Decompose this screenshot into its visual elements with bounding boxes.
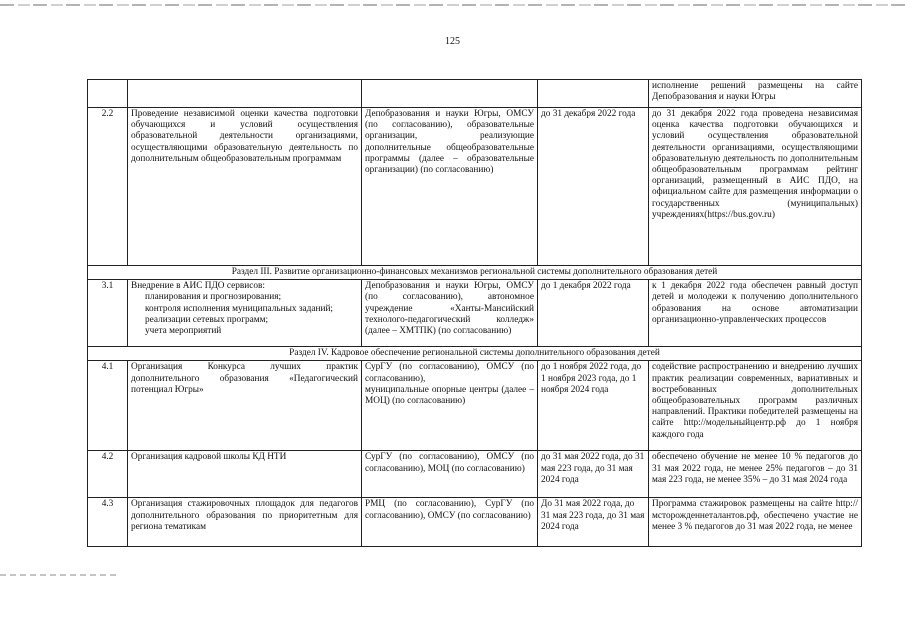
scan-edge-artifact — [0, 574, 120, 576]
cell-result: до 31 декабря 2022 года проведена независимая оценка качества подготовки обучающихся и условий осуществления образовательной деятельности организациями, осуществляющими образовательную деятельность по дополнительным общеобразовательным программам рейтинг организаций, размещенный в АИС ПДО, на официальном сайте для размещения информации о государственных (муниципальных) учреждениях(https://bus.gov.ru) — [649, 108, 862, 266]
action-item: планирования и прогнозирования; — [145, 292, 282, 303]
section-heading: Раздел IV. Кадровое обеспечение региональной системы дополнительного образования детей — [88, 347, 862, 361]
cell-action: Организация стажировочных площадок для педагогов дополнительного образования по приоритетным для региона тематикам — [128, 498, 362, 547]
cell-deadline: до 1 декабря 2022 года — [538, 280, 649, 347]
cell-executor — [362, 80, 538, 108]
cell-num: 4.3 — [88, 498, 128, 547]
action-title: Внедрение в АИС ПДО сервисов: — [131, 281, 265, 292]
cell-executor: СурГУ (по согласованию), ОМСУ (по согласованию), МОЦ (по согласованию) — [362, 451, 538, 498]
table-row — [88, 451, 862, 498]
cell-result: обеспечено обучение не менее 10 % педагогов до 31 мая 2022 года, не менее 25% педагогов – до 31 мая 223 года, не менее 35% – до 31 мая 2024 года — [649, 451, 862, 498]
table-row — [88, 280, 862, 347]
section-row — [88, 347, 862, 361]
section-heading: Раздел III. Развитие организационно-финансовых механизмов региональной системы дополнительного образования детей — [88, 266, 862, 280]
cell-num — [88, 80, 128, 108]
cell-result: Программа стажировок размещены на сайте http://мсторожденнеталантов.рф, обеспечено участие не менее 3 % педагогов до 31 мая 2022 года, не менее — [649, 498, 862, 547]
cell-num: 4.1 — [88, 361, 128, 451]
cell-deadline: до 31 декабря 2022 года — [538, 108, 649, 266]
cell-action — [128, 80, 362, 108]
cell-result: исполнение решений размещены на сайте Депобразования и науки Югры — [649, 80, 862, 108]
section-row — [88, 266, 862, 280]
cell-result: содействие распространению и внедрению лучших практик реализации современных, вариативных и востребованных дополнительных общеобразовательных программ различных направлений. Практики победителей размещены на сайте http://модельныйцентр.рф до 1 ноября каждого года — [649, 361, 862, 451]
cell-num: 2.2 — [88, 108, 128, 266]
table-row — [88, 361, 862, 451]
plan-table — [87, 79, 862, 547]
table-row — [88, 108, 862, 266]
cell-action: Организация Конкурса лучших практик дополнительного образования «Педагогический потенциал Югры» — [128, 361, 362, 451]
table-row — [88, 498, 862, 547]
cell-deadline — [538, 80, 649, 108]
cell-num: 3.1 — [88, 280, 128, 347]
cell-num: 4.2 — [88, 451, 128, 498]
cell-deadline: До 31 мая 2022 года, до 31 мая 223 года, до 31 мая 2024 года — [538, 498, 649, 547]
scan-edge-artifact — [0, 4, 905, 6]
cell-executor: РМЦ (по согласованию), СурГУ (по согласованию), ОМСУ (по согласованию) — [362, 498, 538, 547]
page-number: 125 — [445, 36, 460, 47]
cell-executor: Депобразования и науки Югры, ОМСУ (по согласованию), автономное учреждение «Ханты-Мансийский технолого-педагогический колледж» (далее – ХМТПК) (по согласованию) — [362, 280, 538, 347]
cell-result: к 1 декабря 2022 года обеспечен равный доступ детей и молодежи к получению дополнительного образования на основе автоматизации организационно-управленческих процессов — [649, 280, 862, 347]
action-item: учета мероприятий — [145, 326, 222, 337]
cell-executor — [362, 361, 538, 451]
cell-action: Организация кадровой школы КД НТИ — [128, 451, 362, 498]
cell-action — [128, 280, 362, 347]
table-row — [88, 80, 862, 108]
cell-action: Проведение независимой оценки качества подготовки обучающихся и условий осуществления образовательной деятельности организациями, осуществляющими образовательную деятельность по дополнительным общеобразовательным программам — [128, 108, 362, 266]
cell-deadline: до 31 мая 2022 года, до 31 мая 223 года, до 31 мая 2024 года — [538, 451, 649, 498]
action-item: контроля исполнения муниципальных заданий; — [145, 303, 334, 314]
cell-deadline: до 1 ноября 2022 года, до 1 ноября 2023 года, до 1 ноября 2024 года — [538, 361, 649, 451]
executor-line: муниципальные опорные центры (далее – МОЦ) (по согласованию) — [365, 384, 534, 407]
action-item: реализации сетевых программ; — [145, 314, 269, 325]
executor-line: СурГУ (по согласованию), ОМСУ (по согласованию), — [365, 362, 534, 384]
cell-executor: Депобразования и науки Югры, ОМСУ (по согласованию), образовательные организации, реализующие дополнительные общеобразовательные программы (далее – образовательные организации) (по согласованию) — [362, 108, 538, 266]
